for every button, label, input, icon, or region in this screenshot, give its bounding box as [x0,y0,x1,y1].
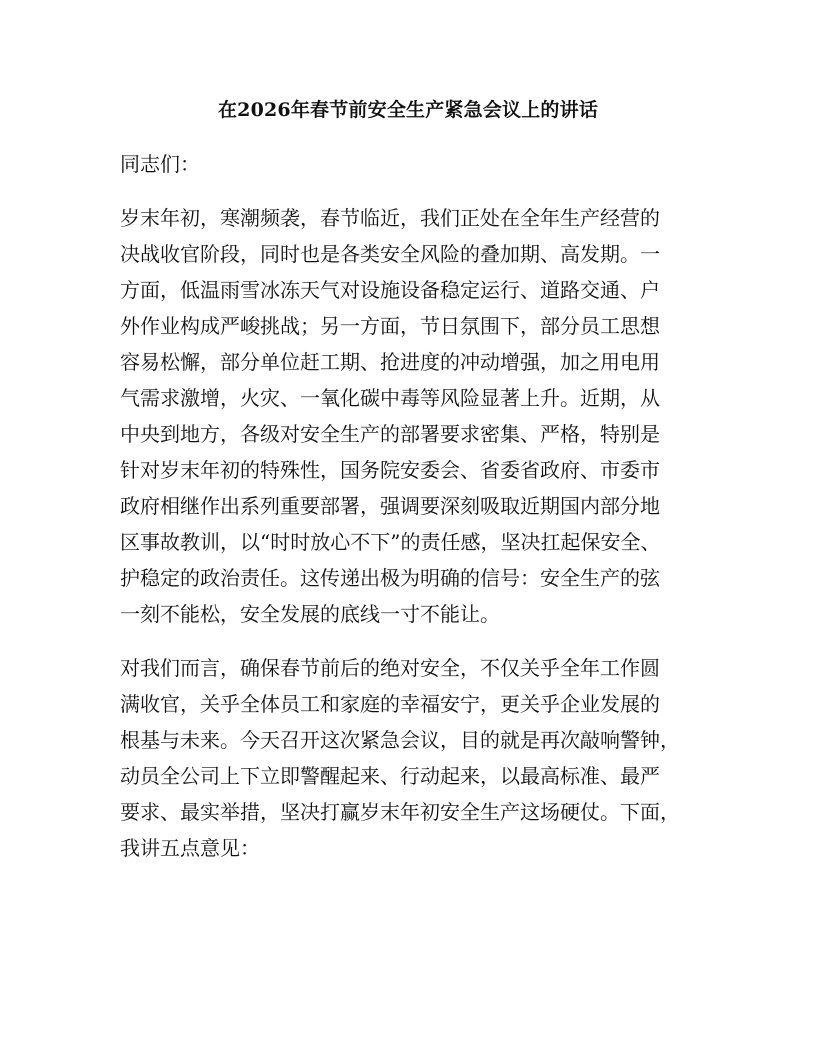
paragraph-line: 容易松懈，部分单位赶工期、抢进度的冲动增强，加之用电用 [120,350,660,374]
paragraph-line: 外作业构成严峻挑战；另一方面，节日氛围下，部分员工思想 [120,314,660,338]
paragraph-line: 护稳定的政治责任。这传递出极为明确的信号：安全生产的弦 [120,566,660,590]
paragraph-line: 动员全公司上下立即警醒起来、行动起来，以最高标准、最严 [120,764,660,788]
paragraph-line: 根基与未来。今天召开这次紧急会议，目的就是再次敲响警钟， [120,728,680,752]
paragraph-line: 决战收官阶段，同时也是各类安全风险的叠加期、高发期。一 [120,242,660,266]
paragraph-line: 岁末年初，寒潮频袭，春节临近，我们正处在全年生产经营的 [120,206,660,230]
paragraph-1 [120,200,696,632]
paragraph-line: 对我们而言，确保春节前后的绝对安全，不仅关乎全年工作圆 [120,656,660,680]
paragraph-line: 气需求激增，火灾、一氧化碳中毒等风险显著上升。近期，从 [120,386,660,410]
document-title: 在2026年春节前安全生产紧急会议上的讲话 [217,99,599,121]
paragraph-line: 区事故教训，以“时时放心不下”的责任感，坚决扛起保安全、 [120,530,661,554]
paragraph-line: 一刻不能松，安全发展的底线一寸不能让。 [120,602,500,626]
salutation: 同志们： [120,152,200,176]
paragraph-line: 中央到地方，各级对安全生产的部署要求密集、严格，特别是 [120,422,660,446]
paragraph-line: 方面，低温雨雪冰冻天气对设施设备稳定运行、道路交通、户 [120,278,660,302]
paragraph-line: 政府相继作出系列重要部署，强调要深刻吸取近期国内部分地 [120,494,660,518]
paragraph-line: 要求、最实举措，坚决打赢岁末年初安全生产这场硬仗。下面， [120,800,680,824]
paragraph-2 [120,650,696,866]
paragraph-line: 针对岁末年初的特殊性，国务院安委会、省委省政府、市委市 [120,458,660,482]
paragraph-line: 满收官，关乎全体员工和家庭的幸福安宁，更关乎企业发展的 [120,692,660,716]
paragraph-line: 我讲五点意见： [120,836,260,860]
